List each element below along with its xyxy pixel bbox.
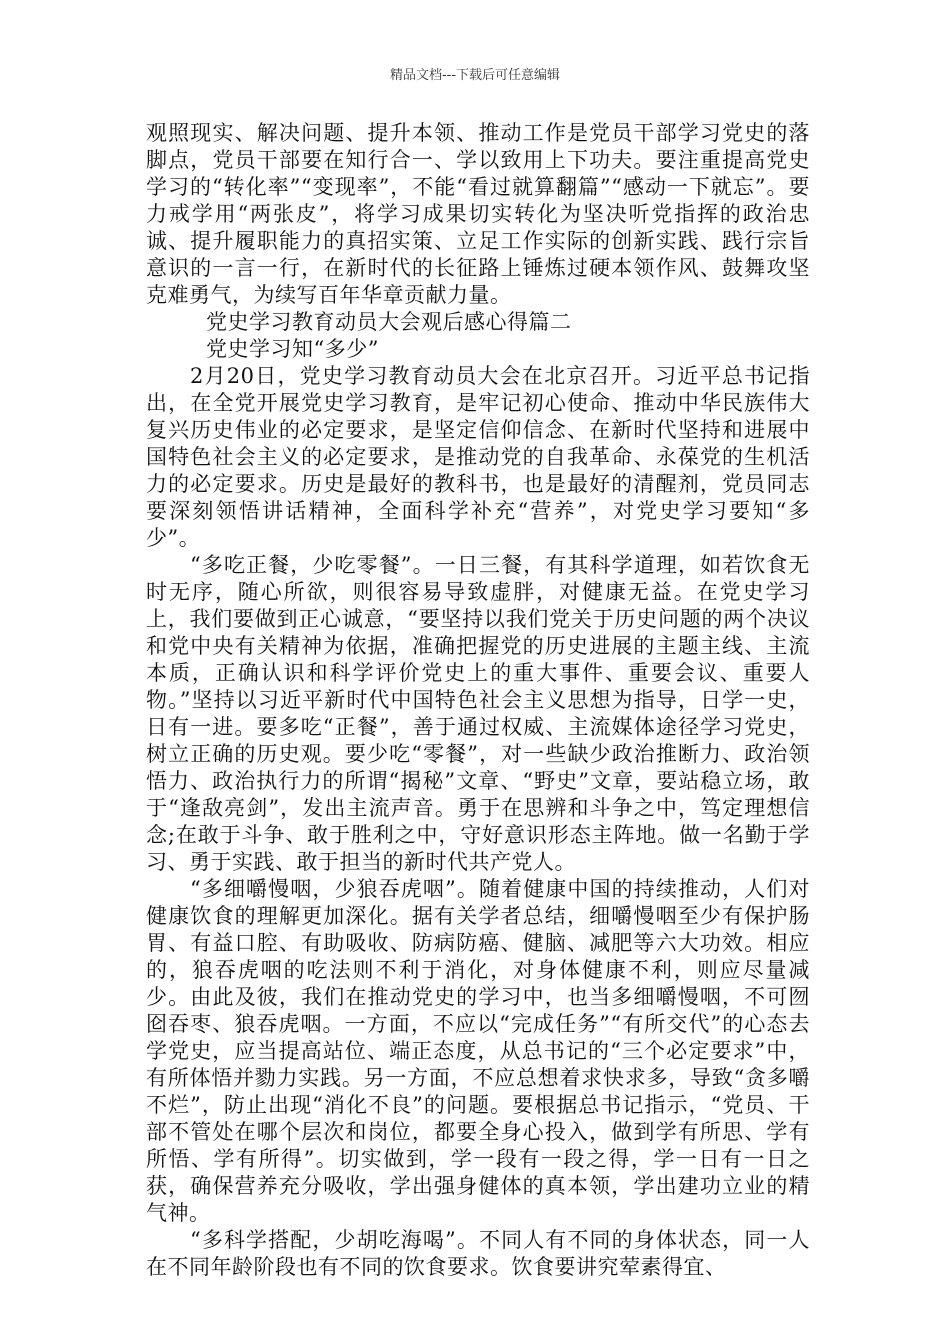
paragraph-main-meals: “多吃正餐，少吃零餐”。一日三餐，有其科学道理，如若饮食无时无序，随心所欲，则很容易导致虚胖，对健康无益。在党史学习上，我们要做到正心诚意，“要坚持以我们党关于历史问题的两个决议和党中央有关精神为依据，准确把握党的历史进展的主题主线、主流本质，正确认识和科学评价党史上的重大事件、重要会议、重要人物。”坚持以习近平新时代中国特色社会主义思想为指导，日学一史，日有一进。要多吃“正餐”，善于通过权威、主流媒体途径学习党史，树立正确的历史观。要少吃“零餐”，对一些缺少政治推断力、政治领悟力、政治执行力的所谓“揭秘”文章、“野史”文章，要站稳立场，敢于“逢敌亮剑”，发出主流声音。勇于在思辨和斗争之中，笃定理想信念;在敢于斗争、敢于胜利之中，守好意识形态主阵地。做一名勤于学习、勇于实践、敢于担当的新时代共产党人。 (146, 553, 810, 874)
page-header: 精品文档---下载后可任意编辑 (389, 68, 561, 83)
document-body (146, 120, 810, 1281)
article-title: 党史学习知“多少” (206, 337, 379, 361)
paragraph-intro: 2月20日，党史学习教育动员大会在北京召开。习近平总书记指出，在全党开展党史学习教育，是牢记初心使命、推动中华民族伟大复兴历史伟业的必定要求，是坚定信仰信念、在新时代坚持和进展中国特色社会主义的必定要求，是推动党的自我革命、永葆党的生机活力的必定要求。历史是最好的教科书，也是最好的清醒剂，党员同志要深刻领悟讲话精神，全面科学补充“营养”，对党史学习要知“多少”。 (146, 364, 810, 550)
paragraph-closing-previous: 观照现实、解决问题、提升本领、推动工作是党员干部学习党史的落脚点，党员干部要在知行合一、学以致用上下功夫。要注重提高党史学习的“转化率”“变现率”，不能“看过就算翻篇”“感动一下就忘”。要力戒学用“两张皮”，将学习成果切实转化为坚决听党指挥的政治忠诚、提升履职能力的真招实策、立足工作实际的创新实践、践行宗旨意识的一言一行，在新时代的长征路上锤炼过硬本领作风、鼓舞攻坚克难勇气，为续写百年华章贡献力量。 (146, 121, 810, 307)
paragraph-chew-slowly: “多细嚼慢咽，少狼吞虎咽”。随着健康中国的持续推动，人们对健康饮食的理解更加深化。据有关学者总结，细嚼慢咽至少有保护肠胃、有益口腔、有助吸收、防病防癌、健脑、减肥等六大功效。相应的，狼吞虎咽的吃法则不利于消化，对身体健康不利，则应尽量减少。由此及彼，我们在推动党史的学习中，也当多细嚼慢咽，不可囫囵吞枣、狼吞虎咽。一方面，不应以“完成任务”“有所交代”的心态去学党史，应当提高站位、端正态度，从总书记的“三个必定要求”中，有所体悟并勠力实践。另一方面，不应总想着求快求多，导致“贪多嚼不烂”，防止出现“消化不良”的问题。要根据总书记指示，“党员、干部不管处在哪个层次和岗位，都要全身心投入，做到学有所思、学有所悟、学有所得”。切实做到，学一段有一段之得，学一日有一日之获，确保营养充分吸收，学出强身健体的真本领，学出建功立业的精气神。 (146, 877, 810, 1225)
paragraph-balanced-diet: “多科学搭配，少胡吃海喝”。不同人有不同的身体状态，同一人在不同年龄阶段也有不同的饮食要求。饮食要讲究荤素得宜、 (146, 1228, 810, 1279)
section-title: 党史学习教育动员大会观后感心得篇二 (206, 310, 572, 334)
